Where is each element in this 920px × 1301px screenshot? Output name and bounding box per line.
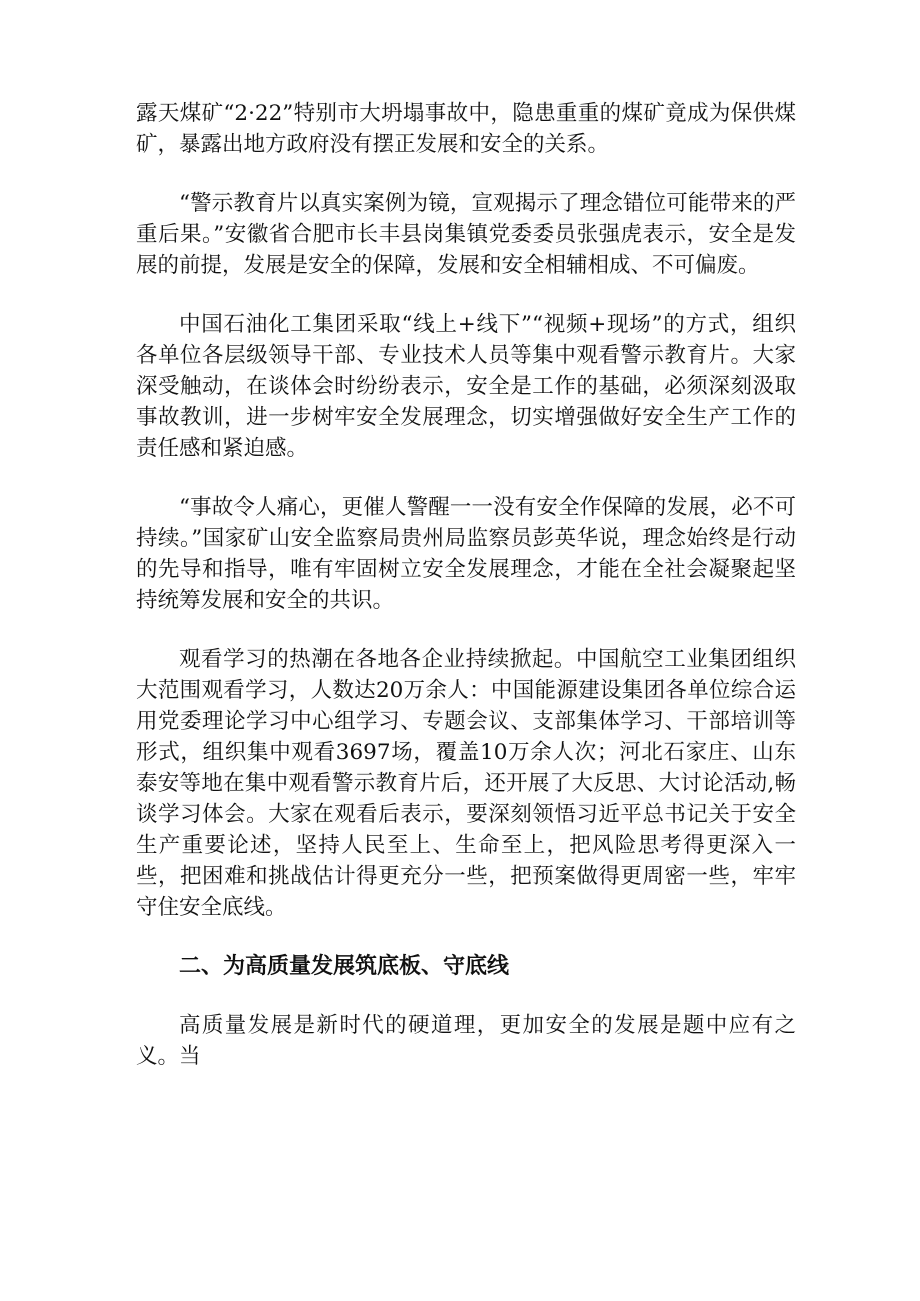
document-body [136, 98, 796, 1100]
paragraph-warning-film-quote: “警示教育片以真实案例为镜，宣观揭示了理念错位可能带来的严重后果。”安徽省合肥市长丰县岗集镇党委委员张强虎表示，安全是发展的前提，发展是安全的保障，发展和安全相辅相成、不可偏废。 [136, 191, 796, 278]
section-heading: 二、为高质量发展筑底板、守底线 [179, 954, 510, 979]
paragraph-viewing-wave: 观看学习的热潮在各地各企业持续掀起。中国航空工业集团组织大范围观看学习，人数达20万余人：中国能源建设集团各单位综合运用党委理论学习中心组学习、专题会议、支部集体学习、干部培训等形式，组织集中观看3697场，覆盖10万余人次；河北石家庄、山东泰安等地在集中观看警示教育片后，还开展了大反思、大讨论活动,畅谈学习体会。大家在观看后表示，要深刻领悟习近平总书记关于安全生产重要论述，坚持人民至上、生命至上，把风险思考得更深入一些，把困难和挑战估计得更充分一些，把预案做得更周密一些，牢牢守住安全底线。 [136, 647, 796, 920]
paragraph-mine-safety-quote: “事故令人痛心，更催人警醒一一没有安全作保障的发展，必不可持续。”国家矿山安全监察局贵州局监察员彭英华说，理念始终是行动的先导和指导，唯有牢固树立安全发展理念，才能在全社会凝聚起坚持统筹发展和安全的共识。 [136, 495, 796, 613]
paragraph-high-quality-development: 高质量发展是新时代的硬道理，更加安全的发展是题中应有之义。当 [136, 1013, 796, 1069]
paragraph-sinopec: 中国石油化工集团采取“线上+线下”“视频+现场”的方式，组织各单位各层级领导干部、专业技术人员等集中观看警示教育片。大家深受触动，在谈体会时纷纷表示，安全是工作的基础，必须深刻汲取事故教训，进一步树牢安全发展理念，切实增强做好安全生产工作的责任感和紧迫感。 [136, 312, 796, 461]
paragraph-continuation: 露天煤矿“2·22”特别市大坍塌事故中，隐患重重的煤矿竟成为保供煤矿，暴露出地方政府没有摆正发展和安全的关系。 [136, 101, 796, 157]
